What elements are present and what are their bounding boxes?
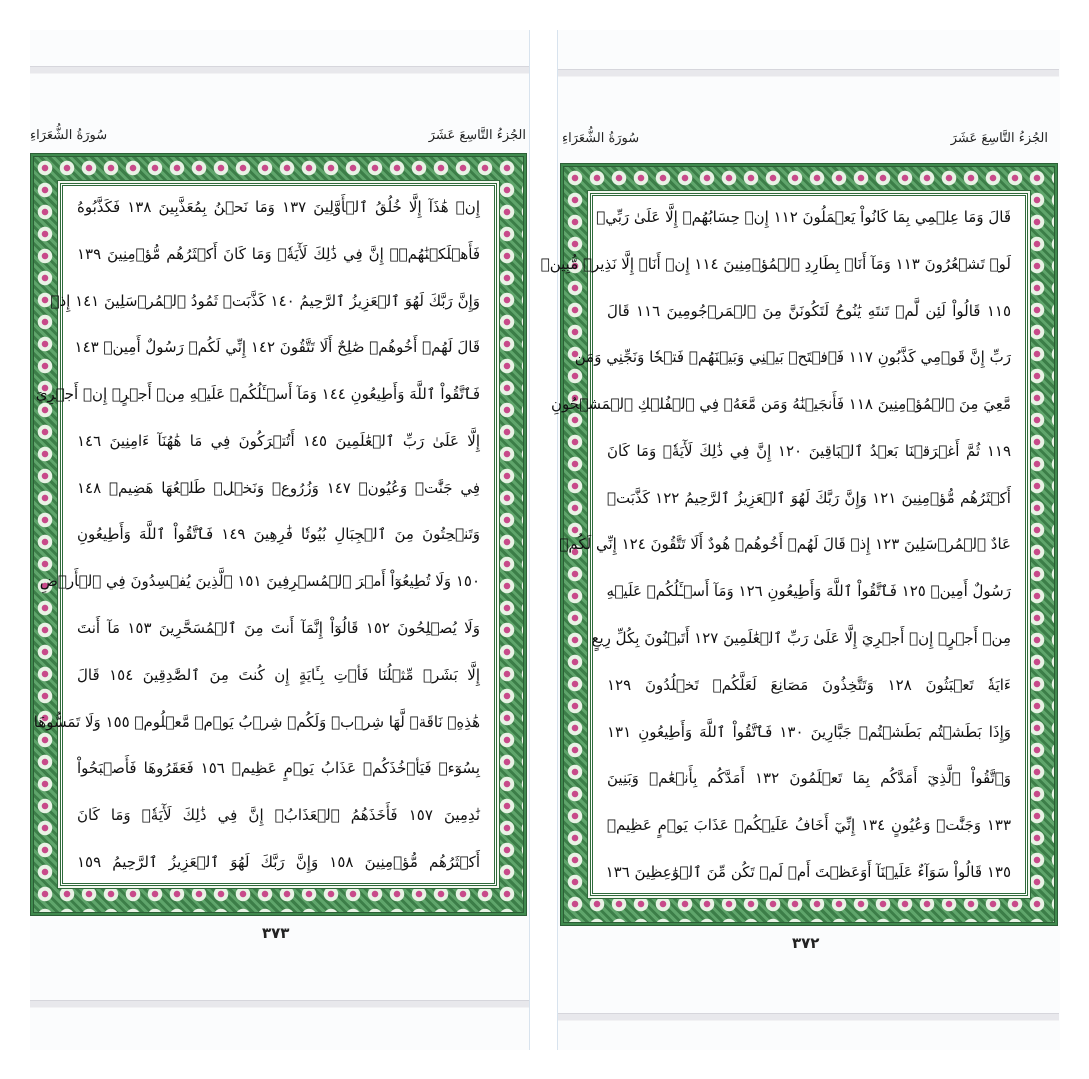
- verse-line: فِي جَنَّٰتٖ وَعُيُونٖ ١٤٧ وَزُرُوعٖ وَنَخۡلٖ طَلۡعُهَا هَضِيمٞ ١٤٨: [77, 478, 480, 497]
- right-page-number: ٣٧٢: [792, 934, 820, 952]
- verse-line: وَإِذَا بَطَشۡتُم بَطَشۡتُمۡ جَبَّارِينَ ١٣٠ فَٱتَّقُواْ ٱللَّهَ وَأَطِيعُونِ ١٣١: [607, 722, 1011, 741]
- left-bottom-rule: [30, 1000, 529, 1008]
- verse-line: عَادٌ ٱلۡمُرۡسَلِينَ ١٢٣ إِذۡ قَالَ لَهُمۡ أَخُوهُمۡ هُودٌ أَلَا تَتَّقُونَ ١٢٤ إِنِّي لَكُمۡ: [559, 535, 1011, 554]
- verse-line: فَٱتَّقُواْ ٱللَّهَ وَأَطِيعُونِ ١٤٤ وَمَآ أَسۡـَٔلُكُمۡ عَلَيۡهِ مِنۡ أَجۡرٍۖ إِنۡ أَجۡرِيَ: [35, 385, 480, 404]
- right-header-surah: سُورَةُ الشُّعَرَاءِ: [562, 131, 640, 146]
- right-ornamental-frame: [540, 163, 1058, 926]
- verse-line: أَكۡثَرُهُم مُّؤۡمِنِينَ ١٥٨ وَإِنَّ رَبَّكَ لَهُوَ ٱلۡعَزِيزُ ٱلرَّحِيمُ ١٥٩: [77, 852, 480, 871]
- verse-line: لَوۡ تَشۡعُرُونَ ١١٣ وَمَآ أَنَا۠ بِطَارِدِ ٱلۡمُؤۡمِنِينَ ١١٤ إِنۡ أَنَا۠ إِلَّا نَذِيرٞ مُّبِينٞ: [540, 254, 1011, 273]
- right-bottom-rule: [558, 1013, 1059, 1021]
- verse-line: بِسُوٓءٖ فَيَأۡخُذَكُمۡ عَذَابُ يَوۡمٍ عَظِيمٖ ١٥٦ فَعَقَرُوهَا فَأَصۡبَحُواْ: [77, 759, 480, 778]
- left-page-edge: [529, 30, 530, 1050]
- verse-line: أَكۡثَرُهُم مُّؤۡمِنِينَ ١٢١ وَإِنَّ رَبَّكَ لَهُوَ ٱلۡعَزِيزُ ٱلرَّحِيمُ ١٢٢ كَذَّبَتۡ: [607, 488, 1011, 507]
- right-page-edge: [557, 30, 558, 1050]
- left-text-area: [33, 183, 497, 886]
- left-top-rule: [30, 66, 529, 74]
- right-text-area: [540, 193, 1028, 896]
- left-ornamental-frame: [30, 153, 527, 916]
- verse-line: وَٱتَّقُواْ ٱلَّذِيٓ أَمَدَّكُم بِمَا تَعۡلَمُونَ ١٣٢ أَمَدَّكُم بِأَنۡعَٰمٖ وَبَنِينَ: [607, 769, 1011, 788]
- left-header-juz: الجُزءُ التَّاسِعَ عَشَرَ: [428, 128, 526, 143]
- verse-line: قَالَ وَمَا عِلۡمِي بِمَا كَانُواْ يَعۡمَلُونَ ١١٢ إِنۡ حِسَابُهُمۡ إِلَّا عَلَىٰ رَبِّيۖ: [596, 208, 1011, 226]
- verse-line: ١١٥ قَالُواْ لَئِن لَّمۡ تَنتَهِ يَٰنُوحُ لَتَكُونَنَّ مِنَ ٱلۡمَرۡجُومِينَ ١١٦ قَالَ: [607, 301, 1011, 320]
- verse-line: ١١٩ ثُمَّ أَغۡرَقۡنَا بَعۡدُ ٱلۡبَاقِينَ ١٢٠ إِنَّ فِي ذَٰلِكَ لَأٓيَةٗۖ وَمَا كَانَ: [607, 441, 1011, 460]
- verse-line: إِلَّا عَلَىٰ رَبِّ ٱلۡعَٰلَمِينَ ١٤٥ أَتُتۡرَكُونَ فِي مَا هَٰهُنَآ ءَامِنِينَ ١٤٦: [77, 431, 480, 450]
- verse-line: قَالَ لَهُمۡ أَخُوهُمۡ صَٰلِحٌ أَلَا تَتَّقُونَ ١٤٢ إِنِّي لَكُمۡ رَسُولٌ أَمِينٞ ١٤٣: [74, 338, 480, 357]
- right-header-juz: الجُزءُ التَّاسِعَ عَشَرَ: [950, 131, 1048, 146]
- left-header-surah: سُورَةُ الشُّعَرَاءِ: [30, 128, 108, 143]
- verse-line: ١٥٠ وَلَا تُطِيعُوٓاْ أَمۡرَ ٱلۡمُسۡرِفِينَ ١٥١ ٱلَّذِينَ يُفۡسِدُونَ فِي ٱلۡأَرۡضِ: [39, 572, 480, 591]
- left-page-number: ٣٧٣: [262, 924, 290, 942]
- right-verse-lines: [540, 208, 1011, 881]
- verse-line: إِلَّا بَشَرٞ مِّثۡلُنَا فَأۡتِ بِـَٔايَةٍ إِن كُنتَ مِنَ ٱلصَّٰدِقِينَ ١٥٤ قَالَ: [77, 665, 480, 684]
- verse-line: فَأَهۡلَكۡنَٰهُمۡۚ إِنَّ فِي ذَٰلِكَ لَأٓيَةٗۖ وَمَا كَانَ أَكۡثَرُهُم مُّؤۡمِنِينَ ١٣٩: [77, 244, 480, 263]
- right-top-rule: [558, 69, 1059, 77]
- verse-line: هَٰذِهِۦ نَاقَةٞ لَّهَا شِرۡبٞ وَلَكُمۡ شِرۡبُ يَوۡمٖ مَّعۡلُومٖ ١٥٥ وَلَا تَمَسُّوهَا: [33, 712, 480, 731]
- verse-line: ءَايَةٗ تَعۡبَثُونَ ١٢٨ وَتَتَّخِذُونَ مَصَانِعَ لَعَلَّكُمۡ تَخۡلُدُونَ ١٢٩: [607, 675, 1011, 694]
- left-verse-lines: [33, 198, 481, 871]
- verse-line: رَبِّ إِنَّ قَوۡمِي كَذَّبُونِ ١١٧ فَٱفۡتَحۡ بَيۡنِي وَبَيۡنَهُمۡ فَتۡحٗا وَنَجِّنِي وَمَن: [574, 348, 1011, 367]
- verse-line: إِنۡ هَٰذَآ إِلَّا خُلُقُ ٱلۡأَوَّلِينَ ١٣٧ وَمَا نَحۡنُ بِمُعَذَّبِينَ ١٣٨ فَكَذَّبُوهُ: [77, 198, 480, 216]
- verse-line: مِنۡ أَجۡرٍۖ إِنۡ أَجۡرِيَ إِلَّا عَلَىٰ رَبِّ ٱلۡعَٰلَمِينَ ١٢٧ أَتَبۡنُونَ بِكُلِّ رِيعٍ: [591, 629, 1011, 648]
- verse-line: وَإِنَّ رَبَّكَ لَهُوَ ٱلۡعَزِيزُ ٱلرَّحِيمُ ١٤٠ كَذَّبَتۡ ثَمُودُ ٱلۡمُرۡسَلِينَ ١٤١ إِذۡ: [50, 291, 480, 310]
- verse-line: ١٣٣ وَجَنَّٰتٖ وَعُيُونٍ ١٣٤ إِنِّيٓ أَخَافُ عَلَيۡكُمۡ عَذَابَ يَوۡمٍ عَظِيمٖ: [607, 816, 1011, 835]
- verse-line: وَلَا يُصۡلِحُونَ ١٥٢ قَالُوٓاْ إِنَّمَآ أَنتَ مِنَ ٱلۡمُسَحَّرِينَ ١٥٣ مَآ أَنتَ: [77, 619, 480, 638]
- verse-line: وَتَنۡحِتُونَ مِنَ ٱلۡجِبَالِ بُيُوتٗا فَٰرِهِينَ ١٤٩ فَٱتَّقُواْ ٱللَّهَ وَأَطِيعُونِ: [77, 525, 481, 544]
- verse-line: نَٰدِمِينَ ١٥٧ فَأَخَذَهُمُ ٱلۡعَذَابُۚ إِنَّ فِي ذَٰلِكَ لَأٓيَةٗۖ وَمَا كَانَ: [77, 806, 481, 825]
- verse-line: مَّعِيَ مِنَ ٱلۡمُؤۡمِنِينَ ١١٨ فَأَنجَيۡنَٰهُ وَمَن مَّعَهُۥ فِي ٱلۡفُلۡكِ ٱلۡمَشۡحُونِ: [550, 395, 1011, 414]
- verse-line: ١٣٥ قَالُواْ سَوَآءٌ عَلَيۡنَآ أَوَعَظۡتَ أَمۡ لَمۡ تَكُن مِّنَ ٱلۡوَٰعِظِينَ ١٣٦: [605, 862, 1011, 881]
- verse-line: رَسُولٌ أَمِينٞ ١٢٥ فَٱتَّقُواْ ٱللَّهَ وَأَطِيعُونِ ١٢٦ وَمَآ أَسۡـَٔلُكُمۡ عَلَيۡهِ: [606, 582, 1011, 601]
